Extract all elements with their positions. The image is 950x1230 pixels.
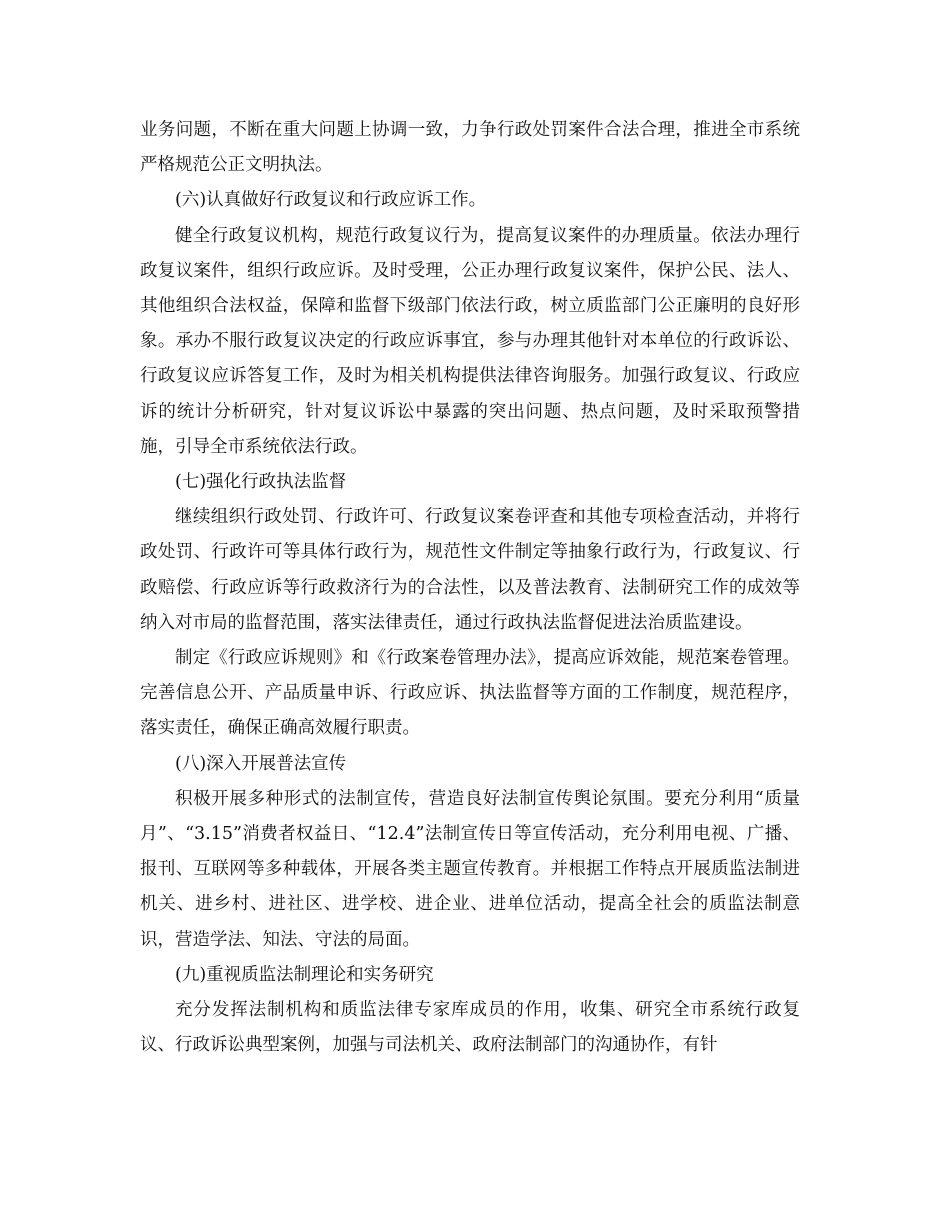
paragraph: 积极开展多种形式的法制宣传，营造良好法制宣传舆论氛围。要充分利用“质量月”、“3.15”消费者权益日、“12.4”法制宣传日等宣传活动，充分利用电视、广播、报刊、互联网等多种载体，开展各类主题宣传教育。并根据工作特点开展质监法制进机关、进乡村、进社区、进学校、进企业、进单位活动，提高全社会的质监法制意识，营造学法、知法、守法的局面。 — [140, 788, 800, 950]
paragraph: 健全行政复议机构，规范行政复议行为，提高复议案件的办理质量。依法办理行政复议案件，组织行政应诉。及时受理，公正办理行政复议案件，保护公民、法人、其他组织合法权益，保障和监督下级部门依法行政，树立质监部门公正廉明的良好形象。承办不服行政复议决定的行政应诉事宜，参与办理其他针对本单位的行政诉讼、行政复议应诉答复工作，及时为相关机构提供法律咨询服务。加强行政复议、行政应诉的统计分析研究，针对复议诉讼中暴露的突出问题、热点问题，及时采取预警措施，引导全市系统依法行政。 — [140, 225, 800, 457]
paragraph: 充分发挥法制机构和质监法律专家库成员的作用，收集、研究全市系统行政复议、行政诉讼典型案例，加强与司法机关、政府法制部门的沟通协作，有针 — [140, 1000, 800, 1056]
section-heading-7: (七)强化行政执法监督 — [175, 472, 347, 493]
paragraph-continued: 业务问题，不断在重大问题上协调一致，力争行政处罚案件合法合理，推进全市系统严格规范公正文明执法。 — [140, 120, 800, 176]
paragraph: 继续组织行政处罚、行政许可、行政复议案卷评查和其他专项检查活动，并将行政处罚、行政许可等具体行政行为，规范性文件制定等抽象行政行为，行政复议、行政赔偿、行政应诉等行政救济行为的合法性，以及普法教育、法制研究工作的成效等纳入对市局的监督范围，落实法律责任，通过行政执法监督促进法治质监建设。 — [140, 507, 800, 633]
paragraph: 制定《行政应诉规则》和《行政案卷管理办法》，提高应诉效能，规范案卷管理。完善信息公开、产品质量申诉、行政应诉、执法监督等方面的工作制度，规范程序，落实责任，确保正确高效履行职责。 — [140, 648, 800, 739]
section-heading-9: (九)重视质监法制理论和实务研究 — [175, 964, 434, 985]
document-body — [140, 113, 800, 1063]
section-heading-8: (八)深入开展普法宣传 — [175, 753, 347, 774]
section-heading-6: (六)认真做好行政复议和行政应诉工作。 — [175, 190, 487, 211]
